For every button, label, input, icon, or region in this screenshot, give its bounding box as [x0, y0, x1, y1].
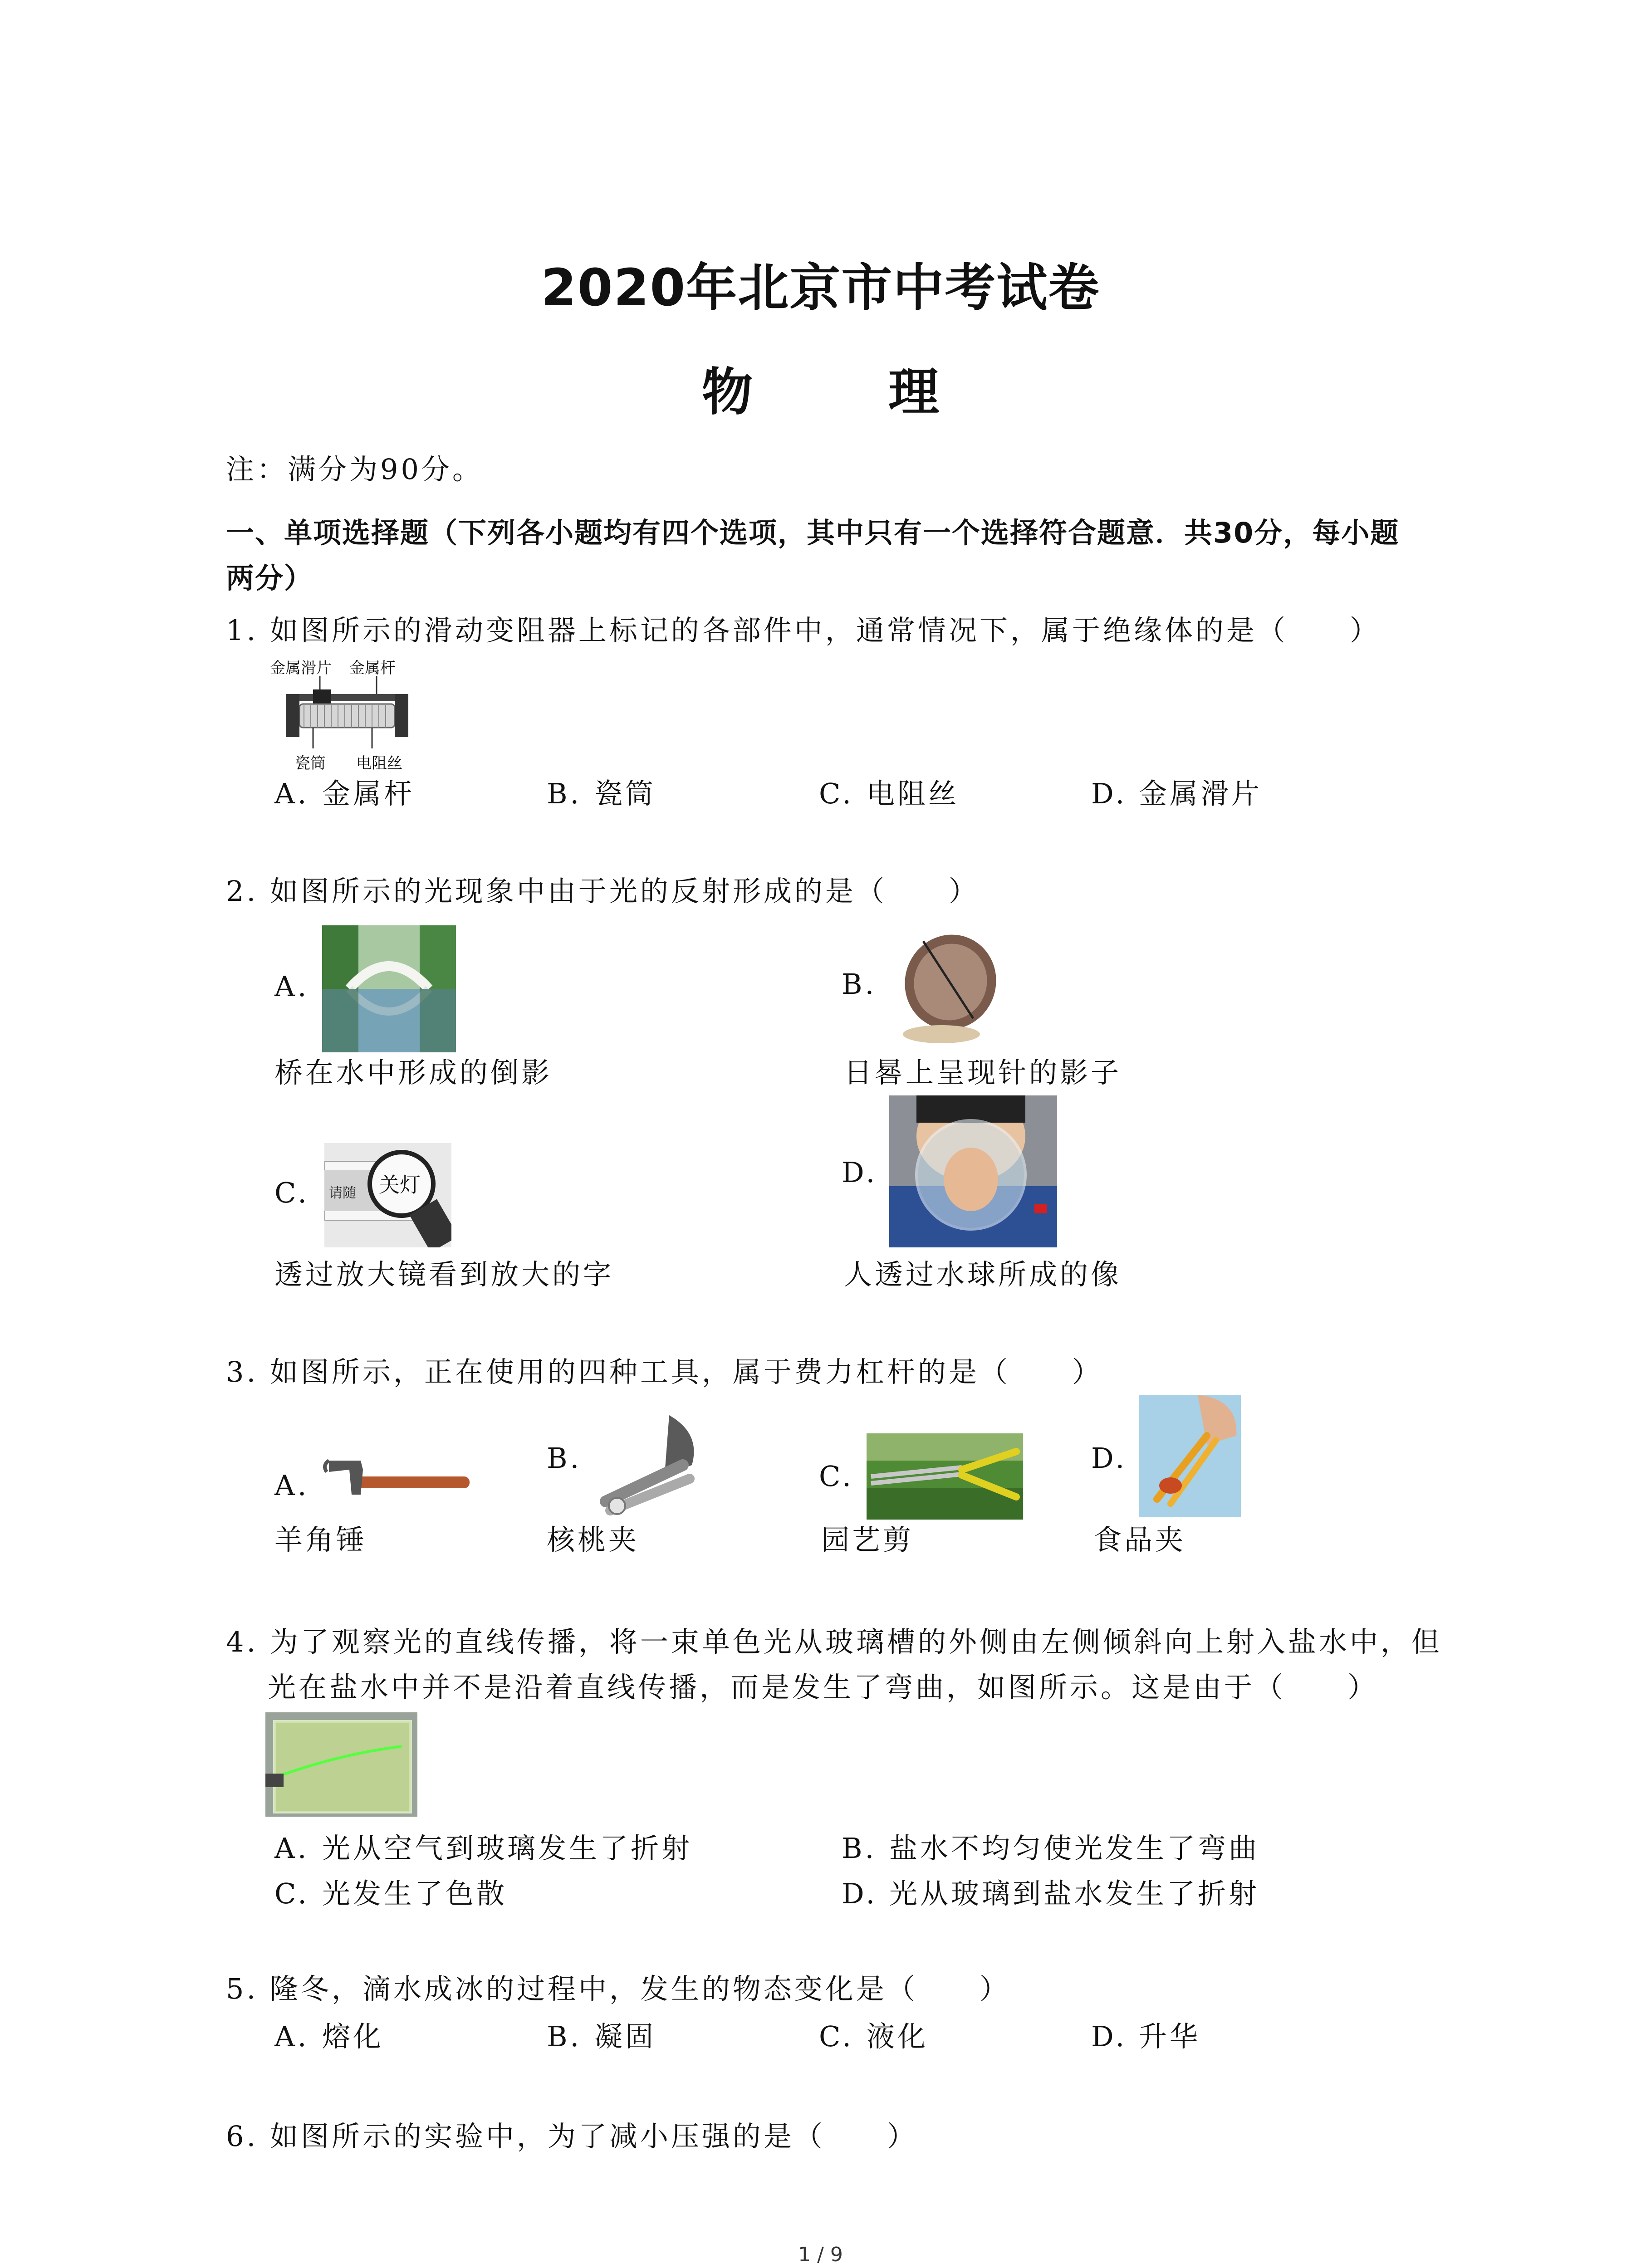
q5-option-b: B. 凝固 [547, 2020, 656, 2053]
q4-option-c: C. 光发生了色散 [274, 1877, 508, 1910]
q3-option-c-text: 园艺剪 [821, 1523, 914, 1556]
q3-option-b-text: 核桃夹 [547, 1523, 640, 1556]
figure-label-wire: 电阻丝 [356, 754, 402, 772]
page-number: 1 / 9 [798, 2243, 843, 2266]
q1-option-b: B. 瓷筒 [547, 777, 656, 810]
q2-option-b-key: B. [842, 968, 877, 1001]
q2-option-a-text: 桥在水中形成的倒影 [274, 1056, 553, 1089]
q2-option-a-key: A. [274, 970, 309, 1003]
q4-option-b: B. 盐水不均匀使光发生了弯曲 [842, 1832, 1260, 1865]
q2-option-c-key: C. [274, 1176, 309, 1209]
q1-option-c: C. 电阻丝 [819, 777, 960, 810]
garden-shears-image [867, 1433, 1023, 1520]
bridge-reflection-image [322, 925, 456, 1052]
q5-option-a: A. 熔化 [274, 2020, 384, 2053]
q1-option-a: A. 金属杆 [274, 777, 415, 810]
question-5-stem: 5. 隆冬，滴水成冰的过程中，发生的物态变化是（ ） [226, 1972, 1010, 2005]
section-heading-line2: 两分） [226, 562, 314, 595]
q4-option-d: D. 光从玻璃到盐水发生了折射 [842, 1877, 1260, 1910]
exam-title: 2020年北京市中考试卷 [541, 259, 1100, 318]
q2-option-d-text: 人透过水球所成的像 [844, 1258, 1122, 1291]
q5-option-c: C. 液化 [819, 2020, 929, 2053]
q3-option-d-text: 食品夹 [1093, 1523, 1186, 1556]
q1-option-d: D. 金属滑片 [1091, 777, 1263, 810]
q4-option-a: A. 光从空气到玻璃发生了折射 [274, 1832, 693, 1865]
question-4-stem-line1: 4. 为了观察光的直线传播，将一束单色光从玻璃槽的外侧由左侧倾斜向上射入盐水中，但 [226, 1625, 1442, 1658]
magnifier-small-text: 请随 [329, 1185, 356, 1201]
magnifier-image [324, 1143, 451, 1247]
food-tongs-image [1139, 1395, 1241, 1517]
q5-option-d: D. 升华 [1091, 2020, 1201, 2053]
magnifier-large-text: 关灯 [379, 1173, 421, 1197]
q3-option-a-text: 羊角锤 [274, 1523, 367, 1556]
question-2-stem: 2. 如图所示的光现象中由于光的反射形成的是（ ） [226, 875, 980, 908]
figure-label-rod: 金属杆 [349, 659, 396, 677]
rheostat-icon [286, 676, 408, 755]
rheostat-figure [268, 655, 417, 773]
claw-hammer-image [320, 1452, 472, 1506]
q2-option-c-text: 透过放大镜看到放大的字 [274, 1258, 614, 1291]
light-tank-image [265, 1712, 417, 1817]
question-6-stem: 6. 如图所示的实验中，为了减小压强的是（ ） [226, 2120, 918, 2153]
score-note: 注：满分为90分。 [226, 453, 483, 486]
q3-option-b-key: B. [547, 1442, 582, 1475]
sundial-image [889, 928, 1003, 1048]
section-heading-line1: 一、单项选择题（下列各小题均有四个选项，其中只有一个选择符合题意．共30分，每小题 [226, 516, 1400, 549]
q2-option-b-text: 日晷上呈现针的影子 [844, 1056, 1122, 1089]
question-3-stem: 3. 如图所示，正在使用的四种工具，属于费力杠杆的是（ ） [226, 1355, 1103, 1388]
q3-option-c-key: C. [819, 1460, 854, 1493]
q3-option-d-key: D. [1091, 1442, 1127, 1475]
question-1-stem: 1. 如图所示的滑动变阻器上标记的各部件中，通常情况下，属于绝缘体的是（ ） [226, 614, 1381, 647]
q2-option-d-key: D. [842, 1156, 878, 1189]
nutcracker-image [592, 1415, 710, 1517]
question-4-stem-line2: 光在盐水中并不是沿着直线传播，而是发生了弯曲，如图所示。这是由于（ ） [268, 1671, 1379, 1704]
subject-title: 物 理 [702, 363, 998, 422]
water-ball-image [889, 1095, 1057, 1247]
figure-label-porcelain: 瓷筒 [295, 754, 326, 772]
q3-option-a-key: A. [274, 1469, 309, 1502]
figure-label-slider: 金属滑片 [270, 659, 332, 677]
